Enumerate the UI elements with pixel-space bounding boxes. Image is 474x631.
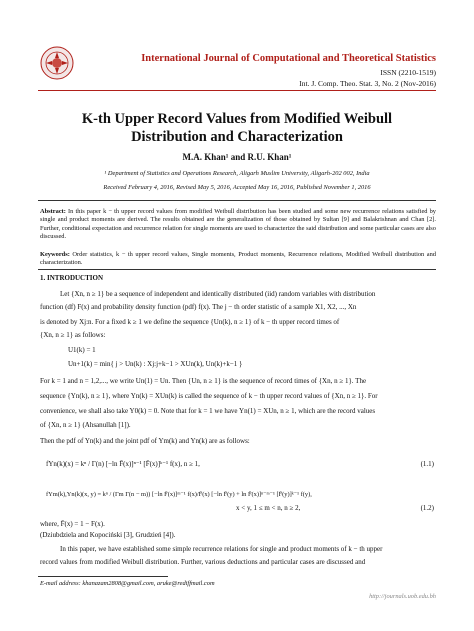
paper-title-line2: Distribution and Characterization: [131, 129, 343, 145]
body-line: convenience, we shall also take Y0(k) = 0. Note that for k = 1 we have Yn(1) = XUn, n ≥ 1, which are the record values: [40, 407, 376, 415]
divider: [38, 200, 436, 201]
body-line: where, F̄(x) = 1 − F(x).: [40, 520, 105, 528]
divider: [38, 269, 436, 270]
body-line: Then the pdf of Yn(k) and the joint pdf of Ym(k) and Yn(k) are as follows:: [40, 437, 250, 445]
equation-number: (1.1): [420, 460, 434, 468]
body-line: is denoted by Xj:n. For a fixed k ≥ 1 we define the sequence {Un(k), n ≥ 1} of k − th upper record times of: [40, 318, 340, 326]
body-line: Let {Xn, n ≥ 1} be a sequence of independent and identically distributed (iid) random variables with distribution: [60, 290, 376, 298]
section-heading: 1. INTRODUCTION: [40, 274, 104, 282]
keywords-text: Order statistics, k − th upper record values, Single moments, Product moments, Recurrence relations, Modified Weibull distribution and characterization.: [40, 251, 436, 267]
record-time-eq-1: U1(k) = 1: [68, 346, 96, 354]
university-seal-icon: [40, 46, 74, 80]
equation-number: (1.2): [420, 504, 434, 512]
body-line: sequence {Yn(k), n ≥ 1}, where Yn(k) = XUn(k) is called the sequence of k − th upper record values of {Xn, n ≥ 1}. For: [40, 392, 378, 400]
paper-title: [50, 110, 424, 146]
record-time-eq-2: Un+1(k) = min{ j > Un(k) : Xj:j+k−1 > XUn(k), Un(k)+k−1 }: [68, 360, 243, 368]
publication-dates: Received February 4, 2016, Revised May 5, 2016, Accepted May 16, 2016, Published November 1, 2016: [103, 184, 371, 191]
body-line: of {Xn, n ≥ 1} (Ahsanullah [1]).: [40, 421, 131, 429]
paper-authors: M.A. Khan¹ and R.U. Khan¹: [182, 152, 292, 162]
equation-1-1: fYn(k)(x) = kⁿ / Γ(n) [−ln F̄(x)]ⁿ⁻¹ [F̄(x)]ᵏ⁻¹ f(x), n ≥ 1,: [46, 460, 200, 468]
journal-title: International Journal of Computational and Theoretical Statistics: [141, 53, 436, 64]
abstract-label: Abstract:: [40, 208, 66, 215]
paper-title-line1: K-th Upper Record Values from Modified Weibull: [81, 111, 393, 127]
body-line: {Xn, n ≥ 1} as follows:: [40, 331, 106, 339]
issn: ISSN (2210-1519): [380, 68, 436, 77]
journal-url[interactable]: http://journals.uob.edu.bh: [369, 593, 436, 600]
footnote-rule: [38, 576, 168, 577]
abstract: [40, 208, 436, 242]
equation-1-2: fYm(k),Yn(k)(x, y) = kⁿ / (Γm Γ(n − m)) [−ln F̄(x)]ᵐ⁻¹ f(x)/F̄(x) [−ln F̄(y) + ln F̄(x)]ⁿ⁻ᵐ⁻¹ [F̄(y)]ᵏ⁻¹ f(y),: [46, 491, 312, 498]
body-line: For k = 1 and n = 1,2,..., we write Un(1) = Un. Then {Un, n ≥ 1} is the sequence of record times of {Xn, n ≥ 1}. The: [40, 377, 367, 385]
equation-1-2-condition: x < y, 1 ≤ m < n, n ≥ 2,: [236, 504, 301, 512]
body-line: In this paper, we have established some simple recurrence relations for single and product moments of k − th upper: [60, 545, 383, 553]
body-line: (Dziubdziela and Kopociński [3], Grudzień [4]).: [40, 531, 176, 539]
body-line: function (df) F(x) and probability density function (pdf) f(x). The j − th order statistic of a sample X1, X2, ..., Xn: [40, 303, 357, 311]
keywords: [40, 251, 436, 268]
keywords-label: Keywords:: [40, 251, 70, 258]
abstract-text: In this paper k − th upper record values from modified Weibull distribution has been studied and some new recurrence relations satisfied by single and product moments are derived. The results obtained are the generalization of those obtained by Sultan [9] and Balakrishnan and Chan [2]. Further, conditional expectation and recurrence relation for single moments are used to characterize the said distribution and some particular cases are also discussed.: [40, 208, 436, 241]
email-footnote: E-mail address: khanazam2808@gmail.com, aruke@rediffmail.com: [40, 580, 215, 587]
header-rule: [38, 90, 436, 91]
affiliation: ¹ Department of Statistics and Operations Research, Aligarh Muslim University, Aligarh-202 002, India: [104, 170, 370, 177]
body-line: record values from modified Weibull distribution. Further, various deductions and particular cases are discussed and: [40, 558, 366, 566]
journal-citation: Int. J. Comp. Theo. Stat. 3, No. 2 (Nov-2016): [299, 79, 436, 88]
